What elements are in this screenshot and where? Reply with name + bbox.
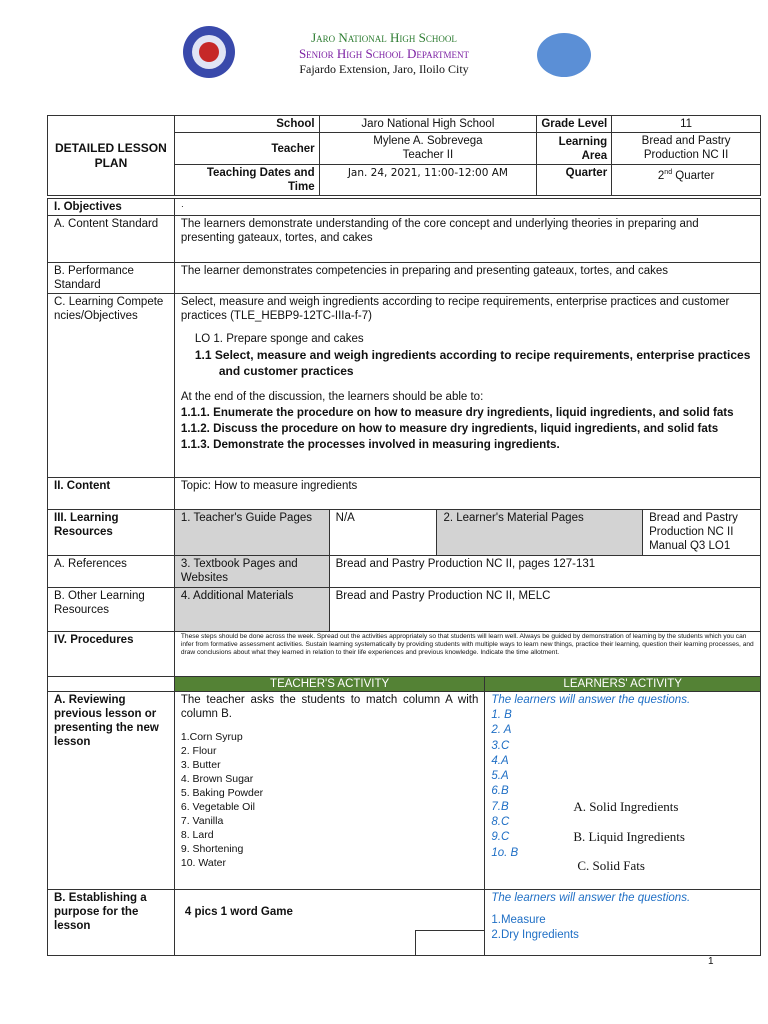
additional-materials-value: Bread and Pastry Production NC II, MELC: [329, 588, 760, 632]
purpose-note: The learners will answer the questions.: [491, 892, 691, 904]
reviewing-instruction: The teacher asks the students to match column A with column B.: [180, 694, 479, 720]
lo-text: LO 1. Prepare sponge and cakes: [194, 333, 364, 345]
learning-area-value: Bread and Pastry Production NC II: [612, 133, 761, 165]
answer-item: 1. B: [491, 709, 512, 721]
competencies-cell: [174, 294, 760, 478]
answer-item: 3.C: [491, 739, 510, 752]
objective-3: 1.1.3. Demonstrate the processes involved in measuring ingredients.: [180, 438, 560, 451]
objectives-label: I. Objectives: [48, 199, 175, 216]
teacher-guide-value: N/A: [329, 510, 437, 556]
ingredient-list: [181, 730, 478, 870]
quarter-value: 2nd Quarter: [612, 165, 761, 196]
additional-materials-label: 4. Additional Materials: [174, 588, 329, 632]
objectives-cell: ·: [174, 199, 760, 216]
other-resources-label: B. Other Learning Resources: [48, 588, 175, 632]
teacher-label: Teacher: [174, 133, 319, 165]
reviewing-label: A. Reviewing previous lesson or presenting the new lesson: [48, 692, 175, 890]
page-number: 1: [708, 956, 714, 967]
lesson-info-table: [47, 115, 761, 196]
answer-item: 5.A: [491, 770, 509, 783]
dates-label: Teaching Dates and Time: [174, 165, 319, 196]
answer-item: 7.B: [491, 800, 509, 813]
dlp-title: DETAILED LESSON PLAN: [48, 116, 175, 196]
references-label: A. References: [48, 556, 175, 588]
textbook-label: 3. Textbook Pages and Websites: [174, 556, 329, 588]
grade-level-label: Grade Level: [537, 116, 612, 133]
answer-item: 4.A: [491, 754, 509, 767]
school-value: Jaro National High School: [319, 116, 537, 133]
teacher-guide-label: 1. Teacher's Guide Pages: [174, 510, 329, 556]
dates-value: Jan. 24, 2021, 11:00-12:00 AM: [319, 165, 537, 196]
competencies-label: C. Learning Competencies/Objectives: [48, 294, 175, 478]
purpose-answer-list: [491, 913, 754, 943]
content-label: II. Content: [48, 478, 175, 510]
purpose-teacher-cell: [174, 890, 484, 956]
resources-label: III. Learning Resources: [48, 510, 175, 556]
game-text: 4 pics 1 word Game: [184, 906, 293, 918]
answer-item: 9.C: [491, 831, 510, 844]
performance-standard-label: B. Performance Standard: [48, 263, 175, 294]
answer-item: 8.C: [491, 816, 510, 829]
ingredient-item: 2. Flour: [180, 745, 217, 757]
choice-item: A. Solid Ingredients: [573, 799, 679, 814]
learning-area-label: Learning Area: [537, 133, 612, 165]
learners-note: The learners will answer the questions.: [491, 694, 691, 706]
ingredient-item: 6. Vegetable Oil: [180, 801, 256, 813]
ingredient-item: 7. Vanilla: [180, 815, 224, 827]
procedures-label: IV. Procedures: [48, 632, 175, 677]
ingredient-item: 5. Baking Powder: [180, 787, 264, 799]
department-name: Senior High School Department: [298, 46, 470, 61]
textbook-value: Bread and Pastry Production NC II, pages 127-131: [329, 556, 760, 588]
reviewing-teacher-cell: [174, 692, 484, 890]
ingredient-item: 1.Corn Syrup: [180, 731, 243, 743]
answer-item: 6.B: [491, 785, 509, 798]
objective-1: 1.1.1. Enumerate the procedure on how to measure dry ingredients, liquid ingredients, and solid fats: [180, 406, 734, 419]
content-topic: Topic: How to measure ingredients: [174, 478, 760, 510]
content-standard-text: The learners demonstrate understanding of the core concept and underlying theories in preparing and presenting gateaux, tortes, and cakes: [174, 216, 760, 263]
procedures-text: These steps should be done across the week. Spread out the activities appropriately so that students will learn well. Always be guided by demonstration of learning by the students which you can infer from formative assessment activities. Sustain learning systematically by providing students with multiple ways to learn new things, practice their learning, question their learning processes, and draw conclusions about what they learned in relation to their life experiences and previous knowledge. Indicate the time allotment.: [174, 632, 760, 677]
choice-item: B. Liquid Ingredients: [573, 828, 685, 844]
learners-activity-header: LEARNERS' ACTIVITY: [485, 677, 761, 692]
quarter-label: Quarter: [537, 165, 612, 196]
purpose-learners-cell: [485, 890, 761, 956]
ingredient-item: 9. Shortening: [180, 843, 244, 855]
reviewing-learners-cell: [485, 692, 761, 890]
teacher-value: Mylene A. Sobrevega Teacher II: [319, 133, 537, 165]
ingredient-item: 4. Brown Sugar: [180, 773, 254, 785]
game-image-box: [415, 930, 484, 955]
ingredient-item: 3. Butter: [180, 759, 221, 771]
learner-material-value: Bread and Pastry Production NC II Manual Q3 LO1: [643, 510, 761, 556]
answer-item: 1o. B: [491, 846, 519, 859]
choices-list: [573, 792, 685, 881]
school-header: [0, 30, 768, 77]
objective-2: 1.1.2. Discuss the procedure on how to measure dry ingredients, liquid ingredients, and solid fats: [180, 422, 719, 435]
school-logo-placeholder: [537, 33, 591, 77]
grade-level-value: 11: [612, 116, 761, 133]
competencies-text: Select, measure and weigh ingredients according to recipe requirements, enterprise practices and customer practices (TLE_HEBP9-12TC-IIIa-f-7): [180, 296, 730, 322]
lo-sub-text: 1.1 Select, measure and weigh ingredients according to recipe requirements, enterprise practices and customer practices: [194, 348, 751, 378]
content-standard-label: A. Content Standard: [48, 216, 175, 263]
school-address: Fajardo Extension, Jaro, Iloilo City: [299, 62, 469, 76]
performance-standard-text: The learner demonstrates competencies in preparing and presenting gateaux, tortes, and cakes: [174, 263, 760, 294]
end-discussion-text: At the end of the discussion, the learners should be able to:: [180, 391, 484, 403]
choice-item: C. Solid Fats: [577, 858, 645, 873]
school-name: Jaro National High School: [311, 30, 457, 45]
purpose-answer-item: 1.Measure: [491, 914, 546, 926]
learner-material-label: 2. Learner's Material Pages: [437, 510, 643, 556]
purpose-answer-item: 2.Dry Ingredients: [491, 929, 579, 941]
ingredient-item: 10. Water: [180, 857, 227, 869]
purpose-label: B. Establishing a purpose for the lesson: [48, 890, 175, 956]
ingredient-item: 8. Lard: [180, 829, 214, 841]
teachers-activity-header: TEACHER'S ACTIVITY: [174, 677, 484, 692]
school-label: School: [174, 116, 319, 133]
answer-item: 2. A: [491, 724, 512, 737]
lesson-plan-table: [47, 198, 761, 956]
